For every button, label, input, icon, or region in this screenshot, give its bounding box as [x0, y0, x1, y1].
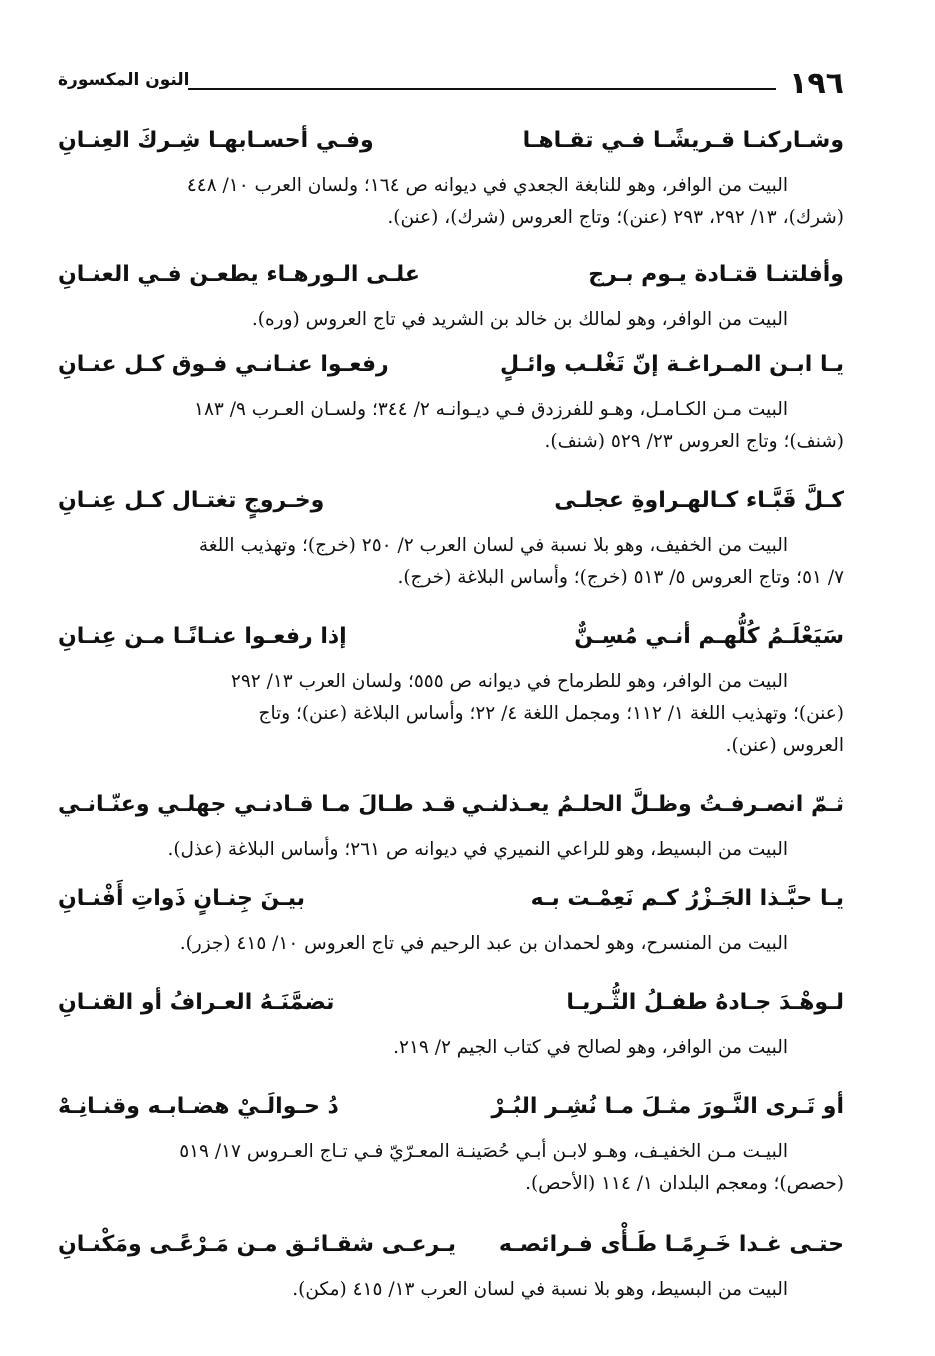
verse-entry	[58, 620, 844, 762]
note-line: البيت من الخفيف، وهو بلا نسبة في لسان العرب ٢/ ٢٥٠ (خرج)؛ وتهذيب اللغة	[198, 535, 788, 556]
verse-note	[58, 1032, 844, 1064]
verse-entry	[58, 986, 844, 1064]
second-hemistich: قـد طـالَ مـا قـادنـي جهلـي وعنّـانـي	[58, 792, 457, 817]
second-hemistich: وخـروجٍ تغتـال كـل عِنـانِ	[58, 488, 325, 513]
first-hemistich: حتـى غـدا خَـرِمًـا طَـأْى فـرائصـه	[498, 1232, 844, 1257]
verse-line	[58, 788, 844, 834]
verse-note	[58, 834, 844, 866]
second-hemistich: بيـنَ جِنـانٍ ذَواتِ أَفْنـانِ	[58, 886, 306, 911]
first-hemistich: يـا ابـن المـراغـة إنّ تَغْلـب وائـلٍ	[499, 352, 844, 377]
verse-line	[58, 1228, 844, 1274]
note-line: البيت من الوافر، وهو للطرماح في ديوانه ص ٥٥٥؛ ولسان العرب ١٣/ ٢٩٢	[230, 671, 788, 692]
header-rule	[188, 88, 776, 90]
note-line: البيت من الوافر، وهو للنابغة الجعدي في ديوانه ص ١٦٤؛ ولسان العرب ١٠/ ٤٤٨	[186, 175, 788, 196]
verse-note	[58, 394, 844, 458]
verse-note	[58, 1136, 844, 1200]
note-line: البيت من الوافر، وهو لمالك بن خالد بن الشريد في تاج العروس (وره).	[251, 309, 788, 330]
second-hemistich: تضمَّنَـهُ العـرافُ أو القنـانِ	[58, 990, 335, 1015]
verse-entry	[58, 124, 844, 234]
second-hemistich: علـى الـورهـاء يطعـن فـي العنـانِ	[58, 262, 420, 287]
first-hemistich: يـا حبَّـذا الجَـزْرُ كـم نَعِمْـت بـه	[530, 886, 844, 911]
note-line: (شنف)؛ وتاج العروس ٢٣/ ٥٢٩ (شنف).	[544, 431, 844, 452]
second-hemistich: رفعـوا عنـانـي فـوق كـل عنـانِ	[58, 352, 389, 377]
verse-entry	[58, 348, 844, 458]
verse-entry	[58, 882, 844, 960]
verse-entry	[58, 1090, 844, 1200]
note-line: العروس (عنن).	[725, 735, 844, 756]
verse-note	[58, 170, 844, 234]
note-line: البيـت مـن الخفيـف، وهـو لابـن أبـي حُصَينـة المعـرّيّ فـي تـاج العـروس ١٧/ ٥١٩	[179, 1141, 788, 1162]
verse-line	[58, 124, 844, 170]
first-hemistich: وشـاركنـا قـريشًـا فـي تقـاهـا	[522, 128, 844, 153]
verse-note	[58, 1274, 844, 1306]
first-hemistich: سَيَعْلَـمُ كُلُّهـم أنـي مُسِـنٌّ	[574, 624, 844, 649]
note-line: البيت من المنسرح، وهو لحمدان بن عبد الرحيم في تاج العروس ١٠/ ٤١٥ (جزر).	[179, 933, 788, 954]
second-hemistich: إذا رفعـوا عنـانًـا مـن عِنـانِ	[58, 624, 347, 649]
first-hemistich: ثـمّ انصـرفـتُ وظـلَّ الحلـمُ يعـذلنـي	[461, 792, 844, 817]
first-hemistich: أو تَـرى النَّـورَ مثـلَ مـا نُشِـر البُـرْ	[491, 1094, 844, 1119]
verse-note	[58, 530, 844, 594]
second-hemistich: وفـي أحسـابهـا شِـركَ العِنـانِ	[58, 128, 374, 153]
verse-entry	[58, 484, 844, 594]
note-line: ٧/ ٥١؛ وتاج العروس ٥/ ٥١٣ (خرج)؛ وأساس البلاغة (خرج).	[397, 567, 844, 588]
page-header	[58, 64, 844, 104]
verse-entry	[58, 788, 844, 866]
verse-line	[58, 258, 844, 304]
note-line: البيت من البسيط، وهو للراعي النميري في ديوانه ص ٢٦١؛ وأساس البلاغة (عذل).	[167, 839, 788, 860]
note-line: البيت مـن الكـامـل، وهـو للفرزدق فـي ديـوانـه ٢/ ٣٤٤؛ ولسـان العـرب ٩/ ١٨٣	[194, 399, 788, 420]
first-hemistich: لـوهْـدَ جـادهُ طفـلُ الثُّـريـا	[566, 990, 844, 1015]
page-number: ١٩٦	[789, 66, 844, 101]
verse-note	[58, 304, 844, 336]
verse-line	[58, 1090, 844, 1136]
first-hemistich: وأفلتنـا قتـادة يـوم بـرج	[588, 262, 844, 287]
verse-line	[58, 882, 844, 928]
verse-entry	[58, 1228, 844, 1306]
verse-line	[58, 620, 844, 666]
verse-line	[58, 986, 844, 1032]
verse-line	[58, 348, 844, 394]
verse-note	[58, 666, 844, 762]
note-line: (شرك)، ١٣/ ٢٩٢، ٢٩٣ (عنن)؛ وتاج العروس (شرك)، (عنن).	[387, 207, 844, 228]
note-line: البيت من البسيط، وهو بلا نسبة في لسان العرب ١٣/ ٤١٥ (مكن).	[292, 1279, 788, 1300]
note-line: البيت من الوافر، وهو لصالح في كتاب الجيم ٢/ ٢١٩.	[393, 1037, 788, 1058]
verse-note	[58, 928, 844, 960]
verse-entry	[58, 258, 844, 336]
first-hemistich: كـلَّ قَبَّـاء كـالهـراوةِ عجلـى	[554, 488, 844, 513]
second-hemistich: دُ حـوالَـيْ هضـابـه وقنـانِـهْ	[58, 1094, 339, 1119]
note-line: (عنن)؛ وتهذيب اللغة ١/ ١١٢؛ ومجمل اللغة ٤/ ٢٢؛ وأساس البلاغة (عنن)؛ وتاج	[258, 703, 844, 724]
verse-line	[58, 484, 844, 530]
second-hemistich: يـرعـى شقـائـق مـن مَـرْعًـى ومَكْنـانِ	[58, 1232, 456, 1257]
chapter-title: النون المكسورة	[58, 70, 190, 90]
note-line: (حصص)؛ ومعجم البلدان ١/ ١١٤ (الأحص).	[525, 1173, 844, 1194]
